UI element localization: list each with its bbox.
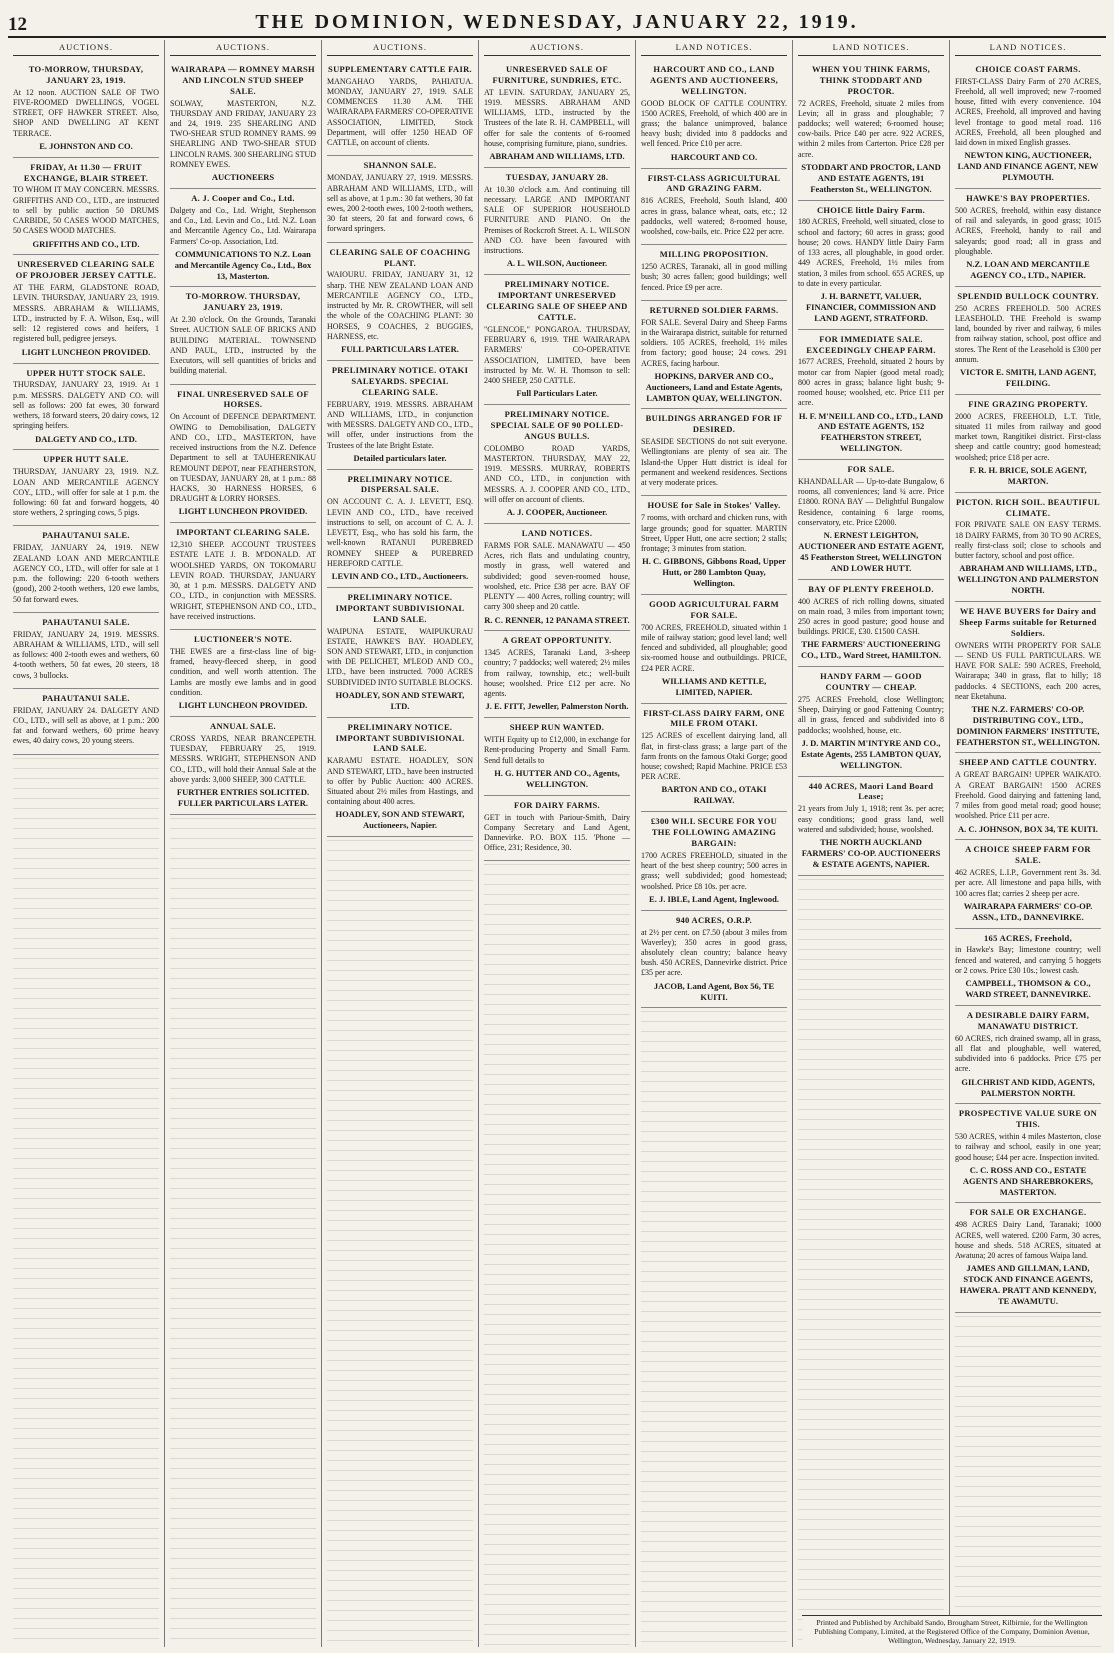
ad-body: 700 ACRES, FREEHOLD, situated within 1 mile of railway station; good level land; well fenced and subdivided, all ploughable; good six-roomed house and outbuildings. PRICE, £24 PER ACRE.: [641, 622, 787, 673]
ad-headline: A DESIRABLE DAIRY FARM, MANAWATU DISTRICT.: [966, 1009, 1090, 1031]
ad-headline: PAHAUTANUI SALE.: [42, 692, 130, 703]
columns-area: [8, 40, 1106, 1647]
ad-body: 2000 ACRES, FREEHOLD, L.T. Title, situated 11 miles from railway and good market town, Rangitikei district. First-class sheep and cattle country; good homestead; woolshed; price £18 per acre.: [955, 411, 1101, 462]
ad-headline: SHEEP RUN WANTED.: [509, 722, 605, 733]
advertisement: [484, 405, 630, 524]
advertisement: [798, 777, 944, 876]
ad-body: 7 rooms, with orchard and chicken runs, with large grounds; good for squatter. MARTIN Street, Upper Hutt, one acre section; 2 stalls; frontage; 3 minutes from station.: [641, 513, 787, 553]
ad-headline: UPPER HUTT SALE.: [43, 454, 129, 465]
ad-agent: STODDART AND PROCTOR, LAND AND ESTATE AGENTS, 191 Featherston St., WELLINGTON.: [801, 161, 941, 194]
ad-body: THURSDAY, JANUARY 23, 1919. N.Z. LOAN AND MERCANTILE AGENCY COY., LTD., will offer for sale at 1 p.m. the following: 60 fat and forward hoggets, 40 store wethers, 2 springing cows, 5 pigs.: [13, 467, 159, 518]
ad-headline: UNRESERVED SALE OF FURNITURE, SUNDRIES, ETC.: [492, 63, 622, 85]
column-text-filler: [798, 876, 944, 1647]
ad-headline: 440 ACRES, Maori Land Board Lease;: [808, 780, 934, 802]
column-header: AUCTIONS.: [327, 40, 473, 56]
advertisement: [641, 812, 787, 910]
ad-body: 180 ACRES, Freehold, well situated, close to school and factory; 60 acres in grass; good house; 20 cows. HANDY little Dairy Farm of 133 acres, all ploughable, in good order. 449 ACRES, Freehold, 1½ miles from station, 3 miles from school. 655 ACRES, up to date in every particular.: [798, 217, 944, 288]
ad-agent: THE N.Z. FARMERS' CO-OP. DISTRIBUTING COY., LTD., DOMINION FARMERS' INSTITUTE, FEATHERSTON ST., WELLINGTON.: [956, 703, 1100, 747]
column-header: AUCTIONS.: [170, 40, 316, 56]
ad-body: ON ACCOUNT C. A. J. LEVETT, ESQ. LEVIN AND CO., LTD., have received instructions to sell, on account of C. A. J. LEVETT, Esq., who has sold his farm, the well-known RATANUI PUREBRED ROMNEY SHEEP & PUREBRED HEREFORD CATTLE.: [327, 497, 473, 568]
advertisement: [484, 524, 630, 631]
ad-agent: N. ERNEST LEIGHTON, AUCTIONEER AND ESTATE AGENT, 45 Featherston Street, WELLINGTON AND LOWER HUTT.: [798, 530, 944, 573]
ad-headline: IMPORTANT CLEARING SALE.: [176, 527, 310, 538]
ad-agent: NEWTON KING, AUCTIONEER, LAND AND FINANCE AGENT, NEW PLYMOUTH.: [957, 150, 1099, 183]
ad-agent: HOPKINS, DARVER AND CO., Auctioneers, Land and Estate Agents, LAMBTON QUAY, WELLINGTON.: [645, 370, 783, 403]
ad-agent: N.Z. LOAN AND MERCANTILE AGENCY CO., LTD., NAPIER.: [966, 259, 1090, 280]
ad-body: FIRST-CLASS Dairy Farm of 270 ACRES, Freehold, all well improved; new 7-roomed house, fitted with every convenience. 104 ACRES, Freehold, all improved and having level frontage to good metal road. 116 ACRES, Freehold, all been ploughed and laid down in mixed English grasses.: [955, 76, 1101, 148]
advertisement: [170, 189, 316, 287]
ad-agent: LIGHT LUNCHEON PROVIDED.: [178, 700, 308, 711]
ad-body: 1345 ACRES, Taranaki Land, 3-sheep country; 7 paddocks; well watered; 2½ miles from railway, township, etc.; well-built house; woolshed. Price £12 per acre. No agents.: [484, 648, 630, 699]
advertisement: [955, 60, 1101, 189]
ad-body: 1677 ACRES, Freehold, situated 2 hours by motor car from Napier (good metal road); 800 acres in grass; balance light bush; 9-roomed house; woolshed, etc. Price £11 per acre.: [798, 357, 944, 408]
ad-headline: CHOICE little Dairy Farm.: [816, 204, 926, 215]
advertisement: [955, 840, 1101, 928]
advertisement: [327, 156, 473, 242]
column-header: AUCTIONS.: [13, 40, 159, 56]
ad-body: 498 ACRES Dairy Land, Taranaki; 1000 ACRES, well watered. £200 Farm, 30 acres, house and sheds. 518 ACRES, situated at Awatuna; 20 acres of famous Waipa land.: [955, 1220, 1101, 1261]
column-1: [8, 40, 164, 1647]
advertisement: [13, 526, 159, 612]
ad-agent: A. J. COOPER, Auctioneer.: [506, 507, 608, 518]
column-header: LAND NOTICES.: [955, 40, 1101, 56]
ad-headline: WHEN YOU THINK FARMS, THINK STODDART AND PROCTOR.: [811, 63, 931, 96]
ad-headline: CHOICE COAST FARMS.: [975, 63, 1081, 74]
ad-body: COLOMBO ROAD YARDS, MASTERTON. THURSDAY, MAY 22, 1919. MESSRS. MURRAY, ROBERTS AND CO., LTD., in conjunction with MESSRS. A. J. COOPER AND CO., LTD., will offer on account of clients.: [484, 443, 630, 504]
ad-headline: 940 ACRES, O.R.P.: [675, 914, 753, 925]
column-header: AUCTIONS.: [484, 40, 630, 56]
advertisement: [327, 60, 473, 157]
ad-agent: COMMUNICATIONS TO N.Z. Loan and Mercantile Agency Co., Ltd., Box 13, Masterton.: [174, 248, 312, 281]
ad-headline: BAY OF PLENTY FREEHOLD.: [808, 583, 934, 594]
advertisement: [484, 796, 630, 862]
ad-headline: PRELIMINARY NOTICE. IMPORTANT SUBDIVISIONAL LAND SALE.: [335, 721, 465, 754]
column-2: [164, 40, 321, 1647]
advertisement: [955, 753, 1101, 840]
ad-body: 400 ACRES of rich rolling downs, situated on main road, 3 miles from important town; 250 acres in good pasture; good house and buildings. PRICE, £30. £1500 CASH.: [798, 596, 944, 637]
ad-agent: H. F. M'NEILL AND CO., LTD., LAND AND ESTATE AGENTS, 152 FEATHERSTON STREET, WELLINGTON.: [798, 410, 944, 454]
ad-body: 1700 ACRES FREEHOLD, situated in the heart of the best sheep country; 500 acres in grass; well subdivided; good homestead; woolshed. Price £8 10s. per acre.: [641, 850, 787, 891]
ad-headline: TO-MORROW. THURSDAY, JANUARY 23, 1919.: [185, 291, 301, 313]
advertisement: [327, 588, 473, 718]
advertisement: [955, 1203, 1101, 1312]
ad-agent: BARTON AND CO., OTAKI RAILWAY.: [661, 784, 767, 806]
ad-body: SOLWAY, MASTERTON, N.Z. THURSDAY AND FRIDAY, JANUARY 23 and 24, 1919. 235 SHEARLING AND TWO-SHEAR STUD ROMNEY RAMS. 99 SHEARLING AND TWO-SHEAR STUD LINCOLN RAMS. 300 SHEARLING STUD ROMNEY EWES.: [170, 98, 317, 169]
ad-agent: GILCHRIST AND KIDD, AGENTS, PALMERSTON NORTH.: [961, 1076, 1095, 1098]
column-text-filler: [13, 755, 159, 1647]
advertisement: [327, 243, 473, 361]
ad-headline: FOR DAIRY FARMS.: [514, 799, 600, 810]
ad-body: AT THE FARM, GLADSTONE ROAD, LEVIN. THURSDAY, JANUARY 23, 1919. MESSRS. ABRAHAM & WILLIAMS, LTD., instructed by F. A. Wilson, Esq., will sell: 12 registered cows and heifers, 1 registered bull, pedigree jerseys.: [13, 283, 159, 344]
advertisement: [955, 493, 1101, 602]
ad-headline: MILLING PROPOSITION.: [659, 249, 769, 260]
advertisement: [798, 460, 944, 580]
ad-headline: WAIRARAPA — ROMNEY MARSH AND LINCOLN STUD SHEEP SALE.: [171, 63, 315, 96]
ad-headline: GOOD AGRICULTURAL FARM FOR SALE.: [649, 598, 779, 620]
ad-agent: THE NORTH AUCKLAND FARMERS' CO-OP. AUCTIONEERS & ESTATE AGENTS, NAPIER.: [801, 836, 941, 869]
advertisement: [13, 364, 159, 451]
advertisement: [798, 580, 944, 668]
ad-headline: PRELIMINARY NOTICE. SPECIAL SALE OF 90 POLLED-ANGUS BULLS.: [490, 409, 624, 441]
ad-body: 72 ACRES, Freehold, situate 2 miles from Levin; all in grass and ploughable; 7 paddocks; well watered; 6-roomed house; cow-bails. Price £40 per acre. 922 ACRES, within 2 miles from Carterton. Price £28 per acre.: [798, 98, 944, 159]
advertisement: [484, 60, 630, 168]
ad-agent: HOADLEY, SON AND STEWART, LTD.: [335, 689, 465, 711]
ad-body: FEBRUARY, 1919. MESSRS. ABRAHAM AND WILLIAMS, LTD., in conjunction with MESSRS. DALGETY AND CO., LTD., will offer, under instructions from the Trustees of the late Bright Estate.: [327, 399, 473, 450]
newspaper-title: THE DOMINION, WEDNESDAY, JANUARY 22, 1919.: [255, 11, 859, 33]
ad-headline: SHANNON SALE.: [363, 160, 437, 171]
advertisement: [798, 667, 944, 776]
column-text-filler: [484, 861, 630, 1647]
ad-agent: HOADLEY, SON AND STEWART, Auctioneers, Napier.: [335, 809, 465, 831]
ad-body: 60 ACRES, rich drained swamp, all in grass, all flat and ploughable, well watered, subdivided into 6 paddocks. Price £75 per acre.: [955, 1033, 1101, 1074]
ad-agent: GRIFFITHS AND CO., LTD.: [32, 238, 140, 249]
ad-agent: J. E. FITT, Jeweller, Palmerston North.: [485, 701, 629, 712]
ad-headline: PAHAUTANUI SALE.: [42, 616, 130, 627]
ad-body: 125 ACRES of excellent dairying land, all flat, in first-class grass; a large part of the farm fronts on the famous Otaki Gorge; good house; cowshed; Rapid Machine. PRICE £53 PER ACRE.: [641, 731, 787, 782]
ad-body: KHANDALLAR — Up-to-date Bungalow, 6 rooms, all conveniences; land ¼ acre. Price £1800. RONA BAY — Delightful Bungalow Residence, containing 6 large rooms, conservatory, etc. Price £2000.: [798, 476, 944, 527]
ad-agent: E. J. IBLE, Land Agent, Inglewood.: [649, 893, 779, 904]
ad-headline: PRELIMINARY NOTICE. OTAKI SALEYARDS. SPECIAL CLEARING SALE.: [331, 364, 469, 397]
ad-body: WAIPUNA ESTATE, WAIPUKURAU ESTATE, HAWKE'S BAY. HOADLEY, SON AND STEWART, LTD., in conjunction with DE PELICHET, M'LEOD AND CO., LTD., have been instructed. 7000 ACRES SUBDIVIDED INTO SUITABLE BLOCKS.: [327, 626, 473, 687]
ad-headline: HANDY FARM — GOOD COUNTRY — CHEAP.: [820, 671, 922, 693]
ad-agent: R. C. RENNER, 12 PANAMA STREET.: [484, 614, 630, 625]
advertisement: [955, 287, 1101, 395]
advertisement: [170, 385, 316, 524]
ad-agent: DALGETY AND CO., LTD.: [35, 433, 137, 444]
advertisement: [13, 450, 159, 526]
advertisement: [170, 523, 316, 630]
ad-headline: TO-MORROW, THURSDAY, JANUARY 23, 1919.: [28, 63, 144, 85]
ad-agent: THE FARMERS' AUCTIONEERING CO., LTD., Ward Street, HAMILTON.: [800, 639, 942, 661]
ad-headline: SPLENDID BULLOCK COUNTRY.: [957, 290, 1099, 301]
ad-agent: ABRAHAM AND WILLIAMS, LTD., WELLINGTON AND PALMERSTON NORTH.: [957, 563, 1099, 596]
advertisement: [327, 470, 473, 588]
column-header: LAND NOTICES.: [641, 40, 787, 56]
ad-body: FOR PRIVATE SALE ON EASY TERMS. 18 DAIRY FARMS, from 30 TO 90 ACRES, really first-class soil; close to schools and butter factory, school and post office.: [955, 520, 1101, 561]
column-text-filler: [327, 837, 473, 1647]
advertisement: [641, 704, 787, 813]
ad-headline: CLEARING SALE OF COACHING PLANT.: [329, 246, 471, 268]
ad-body: "GLENCOE," PONGAROA. THURSDAY, FEBRUARY 6, 1919. THE WAIRARAPA FARMERS' CO-OPERATIVE ASSOCIATION, LIMITED, have been instructed by Mr. W. H. Thomson to sell: 2400 SHEEP, 250 CATTLE.: [484, 324, 630, 385]
ad-body: 500 ACRES, freehold, within easy distance of rail and saleyards, in good grass; 1015 ACRES, Freehold, handy to rail and saleyards; good road; all in grass and ploughable.: [955, 205, 1101, 256]
ad-body: GET in touch with Pariour-Smith, Dairy Company Secretary and Land Agent, Dannevirke. P.O. BOX 115. 'Phone — Office, 231; Residence, 30.: [484, 812, 630, 853]
ad-headline: A. J. Cooper and Co., Ltd.: [191, 193, 295, 204]
ad-body: 462 ACRES, L.I.P., Government rent 3s. 3d. per acre. All limestone and papa hills, with 100 acres flat; carries 2 sheep per acre.: [955, 868, 1101, 898]
ad-body: At 10.30 o'clock a.m. And continuing till necessary. LARGE AND IMPORTANT SALE OF SUPERIOR HOUSEHOLD FURNITURE AND PIANO. On the Premises of Rockcroft Street. A. L. WILSON AND CO. have been favoured with instructions.: [484, 184, 630, 256]
ad-headline: PROSPECTIVE VALUE SURE ON THIS.: [958, 1108, 1098, 1130]
ad-headline: SUPPLEMENTARY CATTLE FAIR.: [328, 63, 472, 74]
advertisement: [641, 301, 787, 410]
ad-body: CROSS YARDS, NEAR BRANCEPETH. TUESDAY, FEBRUARY 25, 1919. MESSRS. WRIGHT, STEPHENSON AND CO., LTD., will hold their Annual Sale at the above yards: 3,000 SHEEP, 300 CATTLE.: [170, 733, 316, 784]
ad-headline: HOUSE for Sale in Stokes' Valley.: [647, 500, 781, 511]
ad-body: 1250 ACRES, Taranaki, all in good milling bush; 30 acres fallen; good buildings; well fenced. Price £9 per acre.: [641, 262, 787, 292]
advertisement: [170, 630, 316, 717]
advertisement: [327, 718, 473, 838]
advertisement: [641, 245, 787, 301]
column-text-filler: [641, 1008, 787, 1647]
ad-headline: PRELIMINARY NOTICE. IMPORTANT UNRESERVED CLEARING SALE OF SHEEP AND CATTLE.: [486, 279, 628, 322]
column-header: LAND NOTICES.: [798, 40, 944, 56]
masthead: [8, 6, 1106, 38]
ad-agent: LIGHT LUNCHEON PROVIDED.: [21, 346, 151, 357]
ad-body: WAIOURU. FRIDAY, JANUARY 31, 12 sharp. THE NEW ZEALAND LOAN AND MERCANTILE AGENCY CO., LTD., instructed by Mr. R. CROWTHER, will sell the whole of the COACHING PLANT: 30 HORSES, 9 COACHES, 2 BUGGIES, HARNESS, etc.: [327, 270, 473, 341]
ad-headline: RETURNED SOLDIER FARMS.: [649, 304, 779, 315]
ad-agent: E. JOHNSTON AND CO.: [39, 140, 133, 151]
ad-agent: J. H. BARNETT, VALUER, FINANCIER, COMMISSION AND LAND AGENT, STRATFORD.: [805, 291, 937, 323]
ad-headline: FIRST-CLASS AGRICULTURAL AND GRAZING FARM.: [647, 172, 781, 194]
column-3: [321, 40, 478, 1647]
advertisement: [327, 361, 473, 470]
ad-headline: FINE GRAZING PROPERTY.: [968, 398, 1088, 409]
ad-agent: F. R. H. BRICE, SOLE AGENT, MARTON.: [969, 464, 1087, 486]
ad-headline: A CHOICE SHEEP FARM FOR SALE.: [965, 844, 1091, 866]
ad-headline: £300 WILL SECURE FOR YOU THE FOLLOWING AMAZING BARGAIN:: [650, 816, 778, 848]
ad-body: AT LEVIN. SATURDAY, JANUARY 25, 1919. MESSRS. ABRAHAM AND WILLIAMS, LTD., instructed by the Trustees of the late R. H. CAMPBELL, will offer for sale the contents of 6-roomed house, comprising furniture, piano, sundries.: [484, 87, 630, 148]
advertisement: [955, 395, 1101, 493]
ad-headline: ANNUAL SALE.: [210, 721, 276, 732]
ad-agent: Full Particulars Later.: [516, 388, 598, 399]
advertisement: [484, 631, 630, 718]
ad-body: Dalgety and Co., Ltd. Wright, Stephenson and Co., Ltd. Levin and Co., Ltd. N.Z. Loan and Mercantile Agency Co., Ltd. Wairarapa Farmers' Co-op. Association, Ltd.: [170, 205, 316, 246]
advertisement: [641, 409, 787, 496]
advertisement: [641, 60, 787, 169]
ad-agent: HARCOURT AND CO.: [670, 151, 758, 162]
ad-headline: TUESDAY, JANUARY 28.: [505, 171, 609, 182]
ad-body: 21 years from July 1, 1918; rent 3s. per acre; easy conditions; good grass land, well watered and subdivided; house, woolshed.: [798, 804, 944, 834]
advertisement: [641, 496, 787, 594]
ad-body: WITH Equity up to £12,000, in exchange for Rent-producing Property and Small Farm. Send full details to: [484, 735, 630, 765]
ad-headline: FOR SALE OR EXCHANGE.: [969, 1207, 1087, 1218]
advertisement: [641, 169, 787, 246]
ad-headline: PRELIMINARY NOTICE. DISPERSAL SALE.: [347, 473, 453, 495]
ad-body: 816 ACRES, Freehold, South Island, 400 acres in grass, balance wheat, oats, etc.; 12 paddocks, well watered; 8-roomed house, woolshed, cow-bails, etc. Price £22 per acre.: [641, 196, 787, 236]
ad-agent: A. C. JOHNSON, BOX 34, TE KUITI.: [958, 823, 1098, 834]
ad-body: OWNERS WITH PROPERTY FOR SALE — SEND US FULL PARTICULARS. WE HAVE FOR SALE: 590 ACRES, Freehold, Wairarapa; 340 in grass, flat to hilly; 18 paddocks. 4 SECTIONS, each 200 acres, near Eketahuna.: [955, 640, 1101, 701]
advertisement: [484, 168, 630, 275]
ad-body: On Account of DEFENCE DEPARTMENT. OWING to Demobilisation, DALGETY AND CO., LTD., MASTERTON, have received instructions from the N.Z. Defence Department to sell at TAUHERENIKAU REMOUNT DEPOT, near FEATHERSTON, on TUESDAY, JANUARY 28, at 1 p.m.: 88 HACKS, 30 HARNESS HORSES, 6 DRAUGHT & LORRY HORSES.: [170, 412, 316, 504]
advertisement: [798, 201, 944, 330]
column-4: [478, 40, 635, 1647]
ad-headline: FOR SALE.: [847, 464, 895, 475]
ad-headline: UPPER HUTT STOCK SALE.: [26, 367, 146, 378]
ad-body: A GREAT BARGAIN! UPPER WAIKATO. A GREAT BARGAIN! 1500 ACRES Freehold. Good dairying and fattening land, 7 miles from good metal road; good house; woolshed. Price £11 per acre.: [955, 770, 1101, 821]
ad-body: in Hawke's Bay; limestone country; well fenced and watered, and carrying 5 hoggets or 2 cows. Price £30 10s.; lowest cash.: [955, 945, 1101, 975]
ad-headline: UNRESERVED CLEARING SALE OF PROJOBER JERSEY CATTLE.: [15, 259, 157, 281]
ad-headline: FRIDAY, At 11.30 — FRUIT EXCHANGE, BLAIR STREET.: [23, 161, 149, 183]
ad-headline: HAWKE'S BAY PROPERTIES.: [966, 193, 1090, 204]
ad-headline: A GREAT OPPORTUNITY.: [502, 635, 612, 646]
ad-body: MANGAHAO YARDS, PAHIATUA. MONDAY, JANUARY 27, 1919. SALE COMMENCES 11.30 A.M. THE WAIRARAPA FARMERS' CO-OPERATIVE ASSOCIATION, LIMITED, Stock Department, will offer 1250 HEAD OF CATTLE, on account of clients.: [327, 76, 473, 148]
advertisement: [170, 717, 316, 815]
ad-body: KARAMU ESTATE. HOADLEY, SON AND STEWART, LTD., have been instructed to offer by Public Auction: 400 ACRES. Situated about 2½ miles from Hastings, and containing about 400 acres.: [327, 756, 473, 807]
advertisement: [798, 60, 944, 201]
ad-headline: FOR IMMEDIATE SALE. EXCEEDINGLY CHEAP FARM.: [806, 333, 936, 355]
column-5: [635, 40, 792, 1647]
column-text-filler: [955, 1313, 1101, 1647]
ad-headline: SHEEP AND CATTLE COUNTRY.: [959, 757, 1097, 768]
ad-agent: JAMES AND GILLMAN, LAND, STOCK AND FINANCE AGENTS, HAWERA. PRATT AND KENNEDY, TE AWAMUTU.: [959, 1263, 1097, 1306]
ad-headline: FINAL UNRESERVED SALE OF HORSES.: [177, 388, 309, 410]
ad-agent: AUCTIONEERS: [211, 172, 275, 183]
ad-body: 250 ACRES FREEHOLD. 500 ACRES LEASEHOLD. THE Freehold is swamp land, bounded by river and railway, 6 miles from railway station, school, post office and stores. The Rent of the Leasehold is £300 per annum.: [955, 303, 1101, 364]
ad-agent: VICTOR E. SMITH, LAND AGENT, FEILDING.: [960, 367, 1096, 388]
ad-agent: H. C. GIBBONS, Gibbons Road, Upper Hutt, or 280 Lambton Quay, Wellington.: [642, 556, 786, 588]
ad-agent: Detailed particulars later.: [353, 452, 447, 463]
advertisement: [170, 287, 316, 384]
ad-body: SEASIDE SECTIONS do not suit everyone. Wellingtonians are plenty of sea air. The Island-the Upper Hutt district is ideal for permanent and weekend residences. Sections at very moderate prices.: [641, 437, 787, 488]
advertisement: [484, 275, 630, 405]
advertisement: [13, 158, 159, 256]
ad-agent: CAMPBELL, THOMSON & CO., WARD STREET, DANNEVIRKE.: [965, 978, 1091, 1000]
advertisement: [955, 1104, 1101, 1203]
advertisement: [170, 60, 316, 189]
advertisement: [13, 60, 159, 158]
advertisement: [484, 718, 630, 795]
column-7: [949, 40, 1106, 1647]
ad-agent: FULL PARTICULARS LATER.: [341, 344, 459, 355]
ad-headline: BUILDINGS ARRANGED FOR IF DESIRED.: [645, 413, 783, 435]
ad-headline: LUCTIONEER'S NOTE.: [194, 634, 292, 645]
ad-agent: WILLIAMS AND KETTLE, LIMITED, NAPIER.: [661, 675, 767, 697]
ad-body: THE EWES are a first-class line of big-framed, heavy-fleeced sheep, in good condition, and well worth attention. The Lambs are mostly ewe lambs and in good condition.: [170, 646, 316, 697]
advertisement: [955, 929, 1101, 1006]
printer-imprint: Printed and Published by Archibald Sando, Brougham Street, Kilbirnie, for the Wellington Publishing Company, Limited, at the Registered Office of the Company, Dominion Avenue, Wellington, Wednesday, January 22, 1919.: [802, 1615, 1102, 1645]
page-number: 12: [8, 14, 27, 35]
ad-headline: 165 ACRES, Freehold,: [983, 932, 1072, 943]
ad-agent: A. L. WILSON, Auctioneer.: [506, 258, 608, 269]
ad-agent: LIGHT LUNCHEON PROVIDED.: [178, 506, 308, 517]
advertisement: [13, 613, 159, 689]
ad-headline: PRELIMINARY NOTICE. IMPORTANT SUBDIVISIONAL LAND SALE.: [335, 591, 465, 624]
advertisement: [13, 255, 159, 363]
ad-agent: LEVIN AND CO., LTD., Auctioneers.: [331, 571, 469, 581]
ad-headline: LAND NOTICES.: [521, 527, 593, 538]
ad-body: FARMS FOR SALE. MANAWATU — 450 Acres, rich flats and undulating country, mostly in grass, well watered and subdivided; good seven-roomed house, woolshed, etc. Price £38 per acre. BAY OF PLENTY — 400 Acres, rolling country; will carry 300 sheep and 20 cattle.: [484, 540, 630, 612]
advertisement: [798, 330, 944, 460]
ad-body: 12,310 SHEEP. ACCOUNT TRUSTEES ESTATE LATE J. B. M'DONALD. AT WOOLSHED YARDS, ON TOKOMARU LEVIN ROAD. THURSDAY, JANUARY 30, at 1 p.m. MESSRS. DALGETY AND CO., LTD., in conjunction with MESSRS. WRIGHT, STEPHENSON AND CO., LTD., have received instructions.: [170, 540, 316, 621]
advertisement: [955, 1006, 1101, 1104]
ad-agent: WAIRARAPA FARMERS' CO-OP. ASSN., LTD., DANNEVIRKE.: [963, 900, 1093, 922]
ad-body: at 2½ per cent. on £7.50 (about 3 miles from Waverley); 350 acres in good grass, absolutely clean country; balance heavy bush. 450 ACRES, Dannevirke district. Price £35 per acre.: [641, 927, 787, 978]
advertisement: [641, 595, 787, 704]
ad-headline: PICTON. RICH SOIL. BEAUTIFUL CLIMATE.: [955, 496, 1101, 518]
ad-body: MONDAY, JANUARY 27, 1919. MESSRS. ABRAHAM AND WILLIAMS, LTD., will sell as above, at 1 p.m.: 30 fat wethers, 30 fat ewes, 200 2-tooth ewes, 100 2-tooth wethers, 30 fat steers, 20 fat and forward cows, 6 forward springers.: [327, 173, 473, 234]
column-6: [792, 40, 949, 1647]
ad-body: THURSDAY, JANUARY 23, 1919. At 1 p.m. MESSRS. DALGETY AND CO. will sell as follows: 200 fat ewes, 30 forward wethers, 18 forward steers, 20 dairy cows, 12 springing heifers.: [13, 380, 159, 431]
ad-body: 275 ACRES Freehold, close Wellington; Sheep, Dairying or good Fattening Country; all in grass, fenced and subdivided into 8 paddocks; woolshed, house, etc.: [798, 694, 944, 735]
ad-body: At 12 noon. AUCTION SALE OF TWO FIVE-ROOMED DWELLINGS, VOGEL STREET, OFF HAWKER STREET. Also, SHOP AND DWELLING AT KENT TERRACE.: [13, 87, 159, 138]
ad-headline: FIRST-CLASS DAIRY FARM, ONE MILE FROM OTAKI.: [643, 707, 785, 729]
column-text-filler: [170, 815, 316, 1647]
advertisement: [955, 602, 1101, 754]
ad-agent: H. G. HUTTER AND CO., Agents, WELLINGTON.: [494, 767, 620, 789]
ad-headline: PAHAUTANUI SALE.: [42, 530, 130, 541]
ad-agent: J. D. MARTIN M'INTYRE AND CO., Estate Agents, 255 LAMBTON QUAY, WELLINGTON.: [801, 737, 941, 770]
ad-body: FRIDAY, JANUARY 24, 1919. NEW ZEALAND LOAN AND MERCANTILE AGENCY CO., LTD., will offer for sale at 1 p.m. the following: 220 6-tooth wethers (good), 200 2-tooth wethers, 120 ewe lambs, 50 fat forward ewes.: [13, 543, 159, 604]
ad-agent: C. C. ROSS AND CO., ESTATE AGENTS AND SHAREBROKERS, MASTERTON.: [962, 1164, 1094, 1197]
advertisement: [955, 189, 1101, 287]
ad-body: FOR SALE. Several Dairy and Sheep Farms in the Wairarapa district, suitable for returned soldiers. 105 ACRES, freehold, 1½ miles from factory; good house; 24 cows. 291 ACRES, facing harbour.: [641, 317, 787, 368]
ad-body: GOOD BLOCK OF CATTLE COUNTRY. 1500 ACRES, Freehold, of which 400 are in grass; the balance unimproved, balance heavy bush; divided into 8 paddocks and well fenced. Price £10 per acre.: [641, 98, 787, 149]
ad-headline: WE HAVE BUYERS for Dairy and Sheep Farms suitable for Returned Soldiers.: [959, 605, 1097, 638]
advertisement: [13, 689, 159, 755]
advertisement: [641, 911, 787, 1009]
ad-body: FRIDAY, JANUARY 24, 1919. MESSRS. ABRAHAM & WILLIAMS, LTD., will sell as follows: 400 2-tooth ewes and wethers, 60 4-tooth wethers, 50 fat ewes, 20 steers, 18 cows, 3 bullocks.: [13, 629, 159, 680]
ad-agent: ABRAHAM AND WILLIAMS, LTD.: [489, 151, 625, 162]
ad-agent: FURTHER ENTRIES SOLICITED. FULLER PARTICULARS LATER.: [176, 787, 310, 808]
ad-agent: JACOB, Land Agent, Box 56, TE KUITI.: [653, 980, 775, 1002]
ad-headline: HARCOURT AND CO., LAND AGENTS AND AUCTIONEERS, WELLINGTON.: [649, 63, 779, 96]
ad-body: At 2.30 o'clock. On the Grounds, Taranaki Street. AUCTION SALE OF BRICKS AND BUILDING MATERIAL. TOWNSEND AND PAUL, LTD., instructed by the Executors, will sell quantities of bricks and building material.: [170, 315, 316, 376]
ad-body: 530 ACRES, within 4 miles Masterton, close to railway and school, easily in one year; good house; £44 per acre. Inspection invited.: [955, 1132, 1101, 1162]
ad-body: TO WHOM IT MAY CONCERN. MESSRS. GRIFFITHS AND CO., LTD., are instructed to sell by public auction 50 DRUMS CARBIDE, 50 CASES WOOD MATCHES, 50 CASES WOOD MATCHES.: [13, 185, 159, 236]
ad-body: FRIDAY, JANUARY 24. DALGETY AND CO., LTD., will sell as above, at 1 p.m.: 200 fat and forward wethers, 60 prime heavy ewes, 40 dairy cows, 20 young steers.: [13, 705, 159, 746]
